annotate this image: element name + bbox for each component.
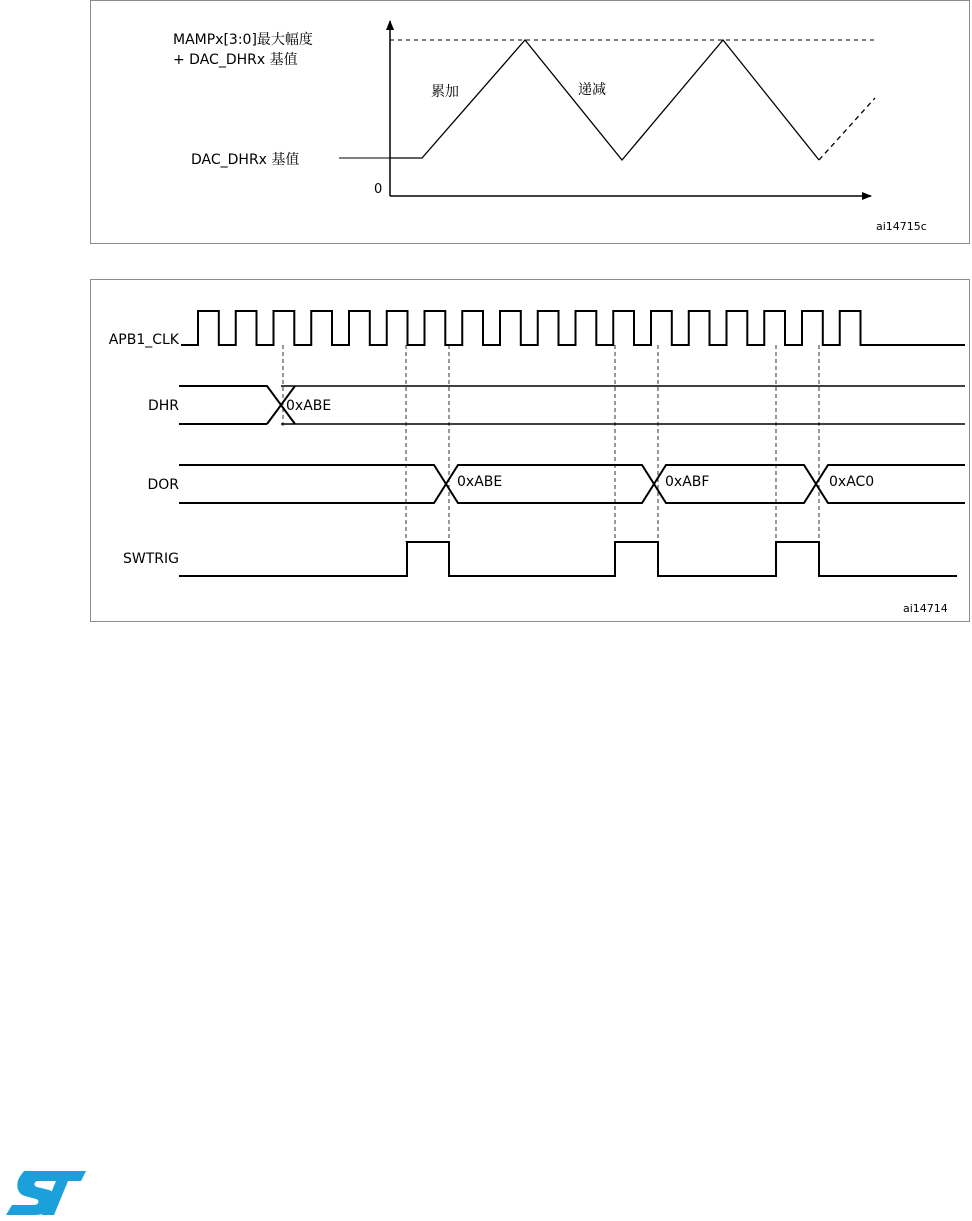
swtrig-signal-label: SWTRIG [123, 551, 179, 567]
apb1-clk-waveform [181, 311, 965, 345]
dor-signal-label: DOR [147, 477, 179, 493]
dor-value-1: 0xABE [457, 474, 503, 490]
alignment-lines [283, 345, 819, 542]
clk-signal-label: APB1_CLK [108, 332, 179, 348]
triangle-waveform [390, 40, 819, 160]
dor-value-3: 0xAC0 [829, 474, 875, 490]
st-logo [4, 1167, 90, 1219]
dac-timing-diagram [91, 280, 971, 623]
triangle-wave-diagram [91, 1, 971, 245]
base-value-label: DAC_DHRx 基值 [191, 152, 300, 168]
swtrig-waveform [179, 542, 957, 576]
triangle-waveform-continuation [819, 98, 875, 160]
dac-timing-figure [90, 279, 970, 622]
triangle-wave-figure [90, 0, 970, 244]
figure-id: ai14714 [903, 602, 948, 615]
increment-label: 累加 [431, 84, 459, 100]
figure-id: ai14715c [876, 220, 927, 233]
max-amplitude-label-line2: + DAC_DHRx 基值 [173, 52, 298, 68]
st-logo-icon [4, 1167, 90, 1219]
decrement-label: 递减 [578, 82, 606, 98]
dor-value-2: 0xABF [665, 474, 710, 490]
dhr-bus-waveform [179, 386, 295, 424]
zero-label: 0 [374, 182, 383, 197]
max-amplitude-label-line1: MAMPx[3:0]最大幅度 [173, 32, 313, 48]
dhr-signal-label: DHR [147, 398, 179, 414]
dhr-value: 0xABE [286, 398, 332, 414]
